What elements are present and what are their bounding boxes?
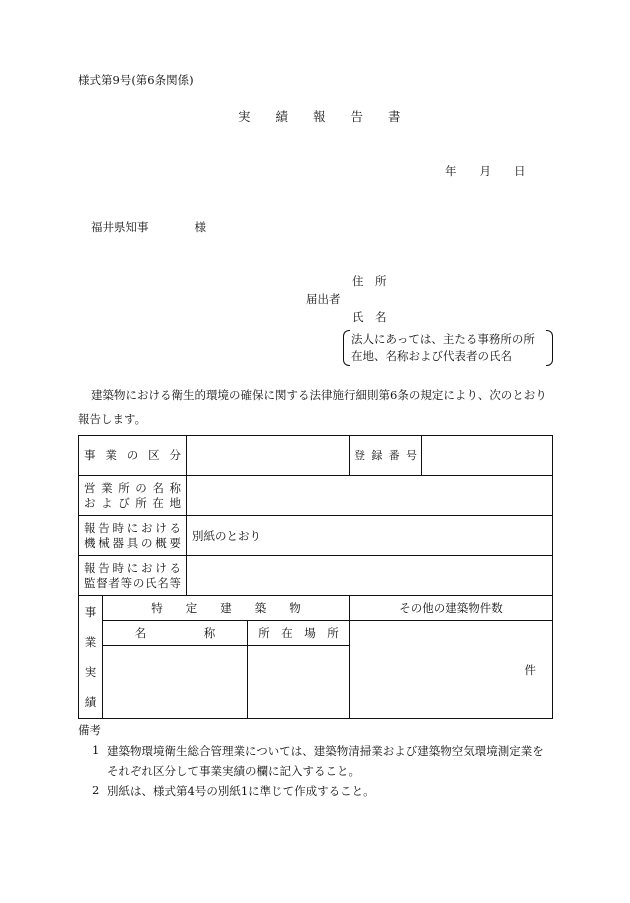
report-table xyxy=(78,435,553,719)
office-label: 営 業 所 の 名 称 お よ び 所 在 地 xyxy=(79,476,187,516)
equipment-value: 別紙のとおり xyxy=(187,516,553,556)
building-name-value[interactable] xyxy=(103,646,248,719)
address-label: 住 所 xyxy=(352,274,387,288)
corporate-note-line2: 在地、名称および代表者の氏名 xyxy=(351,349,512,363)
body-text-line2: 報告します。 xyxy=(78,412,147,426)
document-title: 実 績 報 告 書 xyxy=(238,109,401,124)
equipment-label: 報告時における 機械器具の概要 xyxy=(79,516,187,556)
note-2-number: 2 xyxy=(92,783,100,797)
business-results-label: 事 業 実 績 xyxy=(79,596,103,719)
other-buildings-count-header: その他の建築物件数 xyxy=(350,596,553,621)
name-label: 氏 名 xyxy=(352,310,387,324)
business-category-label: 事 業 の 区 分 xyxy=(79,436,187,476)
other-buildings-count-value[interactable]: 件 xyxy=(350,621,553,719)
date-line: 年 月 日 xyxy=(445,164,526,178)
note-1-line1: 建築物環境衛生総合管理業については、建築物清掃業および建築物空気環境測定業を xyxy=(107,744,544,758)
supervisor-label: 報告時における 監督者等の氏名等 xyxy=(79,556,187,596)
office-value[interactable] xyxy=(187,476,553,516)
building-name-header: 名 称 xyxy=(103,621,248,646)
corporate-note-line1: 法人にあっては、主たる事務所の所 xyxy=(351,332,535,346)
business-category-value[interactable] xyxy=(187,436,350,476)
body-text-line1: 建築物における衛生的環境の確保に関する法律施行細則第6条の規定により、次のとおり xyxy=(91,388,547,402)
note-1-line2: それぞれ区分して事業実績の欄に記入すること。 xyxy=(107,764,360,778)
building-location-header: 所 在 場 所 xyxy=(248,621,350,646)
corporate-note-bracket xyxy=(343,330,553,364)
registration-number-value[interactable] xyxy=(422,436,553,476)
supervisor-value[interactable] xyxy=(187,556,553,596)
registration-number-label: 登 録 番 号 xyxy=(350,436,422,476)
building-location-value[interactable] xyxy=(248,646,350,719)
applicant-role-label: 届出者 xyxy=(306,292,341,306)
addressee: 福井県知事 様 xyxy=(91,220,206,234)
note-1-number: 1 xyxy=(92,743,100,757)
note-2-line1: 別紙は、様式第4号の別紙1に準じて作成すること。 xyxy=(107,784,375,798)
notes-heading: 備考 xyxy=(78,723,101,737)
form-number: 様式第9号(第6条関係) xyxy=(78,73,194,87)
specific-buildings-header: 特 定 建 築 物 xyxy=(103,596,350,621)
